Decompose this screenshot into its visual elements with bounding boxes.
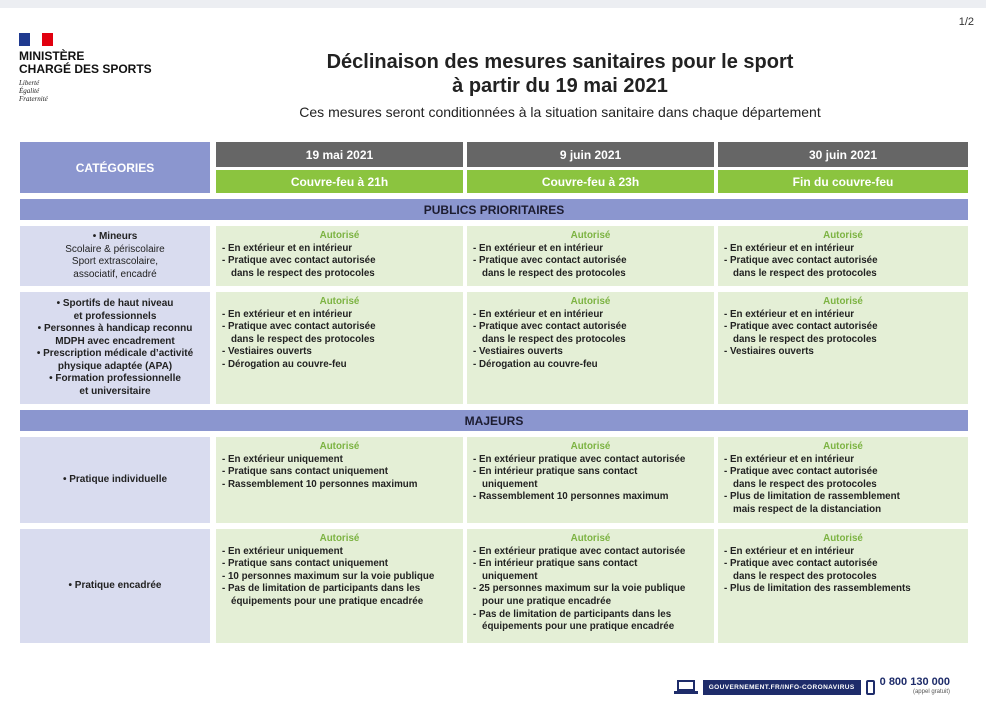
measure-line: uniquement (482, 478, 538, 490)
category-cell-pratique-encadree (20, 529, 210, 643)
measure-cell (216, 226, 463, 286)
measure-line: - En extérieur et en intérieur (724, 453, 855, 465)
measure-cell (718, 529, 968, 643)
measure-line: - Dérogation au couvre-feu (473, 358, 598, 370)
measure-line: dans le respect des protocoles (482, 333, 626, 345)
measure-line: - En intérieur pratique sans contact (473, 466, 638, 478)
measure-line: - Pratique avec contact autorisée (473, 321, 627, 333)
motto-egalite: Égalité (19, 87, 40, 95)
measure-line: dans le respect des protocoles (231, 267, 375, 279)
measure-line: - Pratique avec contact autorisée (473, 255, 627, 267)
date-header-2: 9 juin 2021 (467, 142, 714, 167)
category-line: et professionnels (73, 310, 157, 322)
motto-liberte: Liberté (19, 79, 40, 87)
measure-cell (467, 529, 714, 643)
phone-info (880, 677, 950, 697)
date-header-1: 19 mai 2021 (216, 142, 463, 167)
measure-line: - En extérieur et en intérieur (222, 242, 353, 254)
republic-motto (19, 79, 152, 103)
phone-note: (appel gratuit) (912, 689, 950, 695)
ministry-line-1: MINISTÈRE (19, 49, 85, 63)
phone-number[interactable]: 0 800 130 000 (879, 676, 950, 688)
measure-line: dans le respect des protocoles (482, 267, 626, 279)
category-cell-pratique-individuelle (20, 437, 210, 523)
category-line: • Personnes à handicap reconnu (37, 323, 193, 334)
measure-line: - Plus de limitation de rassemblement (724, 491, 900, 503)
measure-cell (216, 437, 463, 523)
category-line: • Pratique individuelle (62, 473, 168, 485)
ministry-logo (19, 33, 152, 103)
curfew-header-3: Fin du couvre-feu (718, 170, 968, 193)
measure-line: - Rassemblement 10 personnes maximum (473, 491, 669, 503)
category-line: Sport extrascolaire, (71, 256, 159, 267)
measure-cell (718, 437, 968, 523)
category-line: associatif, encadré (73, 268, 157, 280)
category-line: • Prescription médicale d’activité (36, 348, 194, 359)
measure-line: - En extérieur et en intérieur (473, 242, 604, 254)
measure-line: - Pratique avec contact autorisée (222, 321, 376, 333)
category-line: • Mineurs (92, 231, 138, 242)
measure-line: dans le respect des protocoles (231, 333, 375, 345)
measure-line: - Pratique avec contact autorisée (724, 255, 878, 267)
authorized-label: Autorisé (570, 533, 611, 544)
category-cell-publics-specifiques (20, 292, 210, 404)
authorized-label: Autorisé (570, 441, 611, 452)
measure-line: - Rassemblement 10 personnes maximum (222, 478, 418, 490)
measure-line: équipements pour une pratique encadrée (231, 595, 424, 607)
measure-line: - 10 personnes maximum sur la voie publique (222, 570, 435, 582)
motto-fraternite: Fraternité (19, 95, 48, 103)
page-subtitle: Ces mesures seront conditionnées à la situation sanitaire dans chaque département (299, 104, 821, 120)
authorized-label: Autorisé (319, 441, 360, 452)
measure-line: dans le respect des protocoles (733, 570, 877, 582)
measure-cell (216, 529, 463, 643)
authorized-label: Autorisé (823, 533, 863, 544)
measure-cell (718, 292, 968, 404)
measure-cell (467, 292, 714, 404)
measure-cell (467, 437, 714, 523)
page-number: 1/2 (958, 16, 974, 28)
measure-line: - Dérogation au couvre-feu (222, 358, 347, 370)
marianne-flag-logo (19, 33, 53, 46)
measure-line: - En extérieur et en intérieur (724, 545, 855, 557)
ministry-line-2: CHARGÉ DES SPORTS (19, 62, 152, 76)
category-line: Scolaire & périscolaire (65, 243, 165, 255)
authorized-label: Autorisé (823, 296, 863, 307)
ministry-name (19, 50, 152, 76)
measure-line: mais respect de la distanciation (733, 503, 882, 515)
measure-line: dans le respect des protocoles (733, 478, 877, 490)
category-line: • Sportifs de haut niveau (56, 298, 174, 309)
section-publics-prioritaires: PUBLICS PRIORITAIRES (20, 199, 968, 220)
measure-line: - En extérieur pratique avec contact autorisée (473, 453, 686, 465)
measure-line: - En extérieur uniquement (222, 453, 343, 465)
measure-line: - Pas de limitation de participants dans les (473, 608, 672, 620)
laptop-icon (674, 680, 698, 694)
category-line: • Pratique encadrée (68, 579, 162, 591)
title-line-2: à partir du 19 mai 2021 (452, 75, 668, 97)
category-line: MDPH avec encadrement (55, 335, 175, 347)
measure-line: - Vestiaires ouverts (724, 346, 814, 358)
category-line: et universitaire (79, 385, 151, 397)
footer-contact (674, 677, 950, 697)
government-info-link[interactable]: GOUVERNEMENT.FR/INFO-CORONAVIRUS (703, 680, 861, 695)
measure-line: - Pratique sans contact uniquement (222, 558, 389, 570)
measure-line: uniquement (482, 570, 538, 582)
measure-line: - En intérieur pratique sans contact (473, 558, 638, 570)
measure-line: - En extérieur et en intérieur (222, 308, 353, 320)
measure-cell (216, 292, 463, 404)
measure-cell (718, 226, 968, 286)
measure-line: - Pratique sans contact uniquement (222, 466, 389, 478)
curfew-header-1: Couvre-feu à 21h (216, 170, 463, 193)
categories-header: CATÉGORIES (20, 142, 210, 193)
category-cell-mineurs (20, 226, 210, 286)
authorized-label: Autorisé (570, 296, 611, 307)
section-majeurs: MAJEURS (20, 410, 968, 431)
authorized-label: Autorisé (319, 533, 360, 544)
measure-line: - En extérieur et en intérieur (724, 242, 855, 254)
measure-line: - En extérieur uniquement (222, 545, 343, 557)
measure-line: dans le respect des protocoles (733, 333, 877, 345)
category-line: • Formation professionnelle (49, 373, 181, 384)
measure-cell (467, 226, 714, 286)
measure-line: - 25 personnes maximum sur la voie publique (473, 583, 686, 595)
measure-line: - En extérieur et en intérieur (473, 308, 604, 320)
authorized-label: Autorisé (319, 296, 360, 307)
measure-line: - En extérieur pratique avec contact autorisée (473, 545, 686, 557)
top-strip (0, 0, 986, 8)
measure-line: pour une pratique encadrée (482, 595, 612, 607)
page-title (260, 50, 860, 98)
measure-line: - Vestiaires ouverts (222, 346, 312, 358)
date-header-3: 30 juin 2021 (718, 142, 968, 167)
measure-line: - Pratique avec contact autorisée (724, 558, 878, 570)
authorized-label: Autorisé (823, 441, 863, 452)
measure-line: - En extérieur et en intérieur (724, 308, 855, 320)
measure-line: - Pratique avec contact autorisée (724, 466, 878, 478)
category-line: physique adaptée (APA) (57, 360, 173, 372)
curfew-header-2: Couvre-feu à 23h (467, 170, 714, 193)
authorized-label: Autorisé (823, 230, 863, 241)
title-line-1: Déclinaison des mesures sanitaires pour le sport (326, 51, 794, 73)
measure-line: dans le respect des protocoles (733, 267, 877, 279)
measure-line: - Vestiaires ouverts (473, 346, 563, 358)
phone-icon (866, 680, 875, 695)
measure-line: - Plus de limitation des rassemblements (724, 583, 911, 595)
authorized-label: Autorisé (319, 230, 360, 241)
measure-line: équipements pour une pratique encadrée (482, 621, 675, 633)
authorized-label: Autorisé (570, 230, 611, 241)
measure-line: - Pratique avec contact autorisée (222, 255, 376, 267)
measure-line: - Pas de limitation de participants dans les (222, 583, 421, 595)
measure-line: - Pratique avec contact autorisée (724, 321, 878, 333)
